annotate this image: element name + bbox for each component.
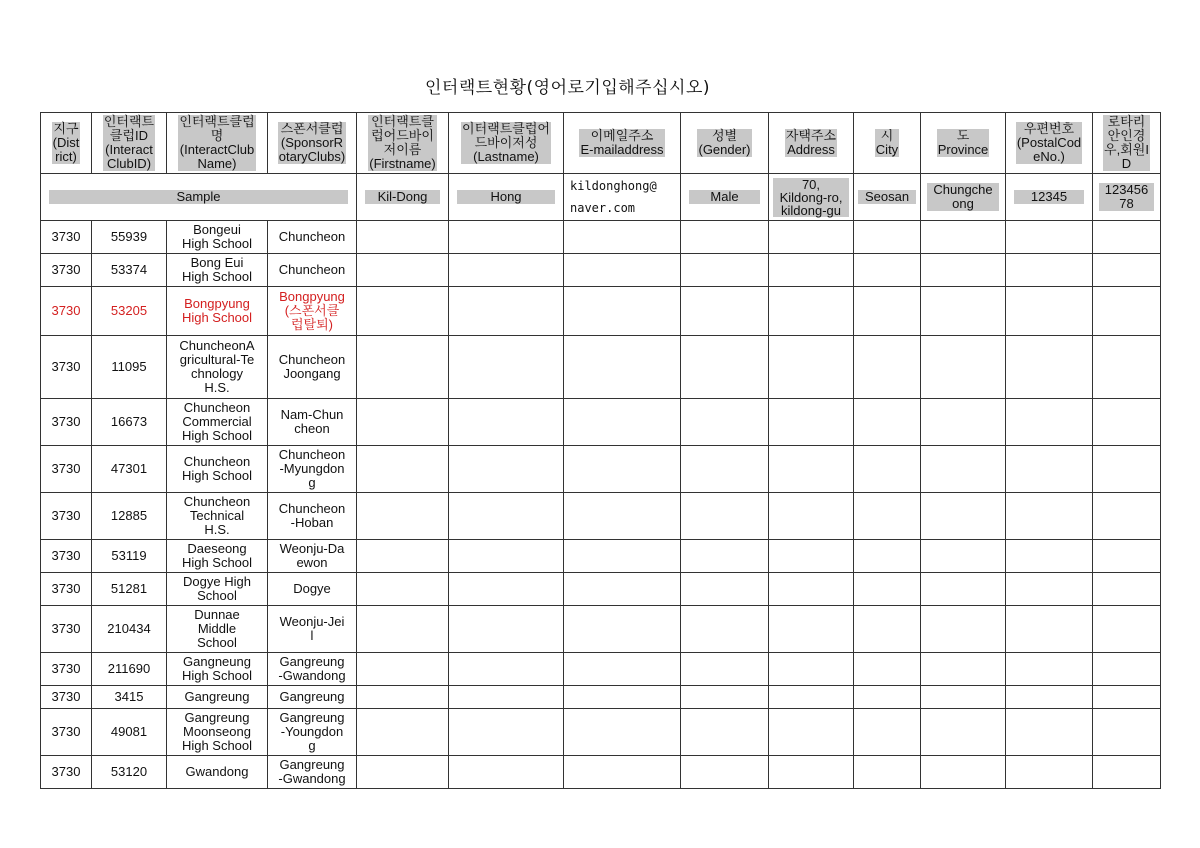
cell-district: 3730 xyxy=(41,573,92,606)
empty-cell xyxy=(921,540,1006,573)
cell-club-name: Gwandong xyxy=(167,756,268,789)
empty-cell xyxy=(1093,446,1161,493)
cell-club-id: 55939 xyxy=(92,221,167,254)
empty-cell xyxy=(681,336,769,399)
empty-cell xyxy=(921,756,1006,789)
empty-cell xyxy=(564,446,681,493)
empty-cell xyxy=(1006,493,1093,540)
empty-cell xyxy=(564,221,681,254)
empty-cell xyxy=(921,287,1006,336)
sample-member-id: 123456 78 xyxy=(1099,183,1154,211)
empty-cell xyxy=(449,399,564,446)
cell-club-id: 211690 xyxy=(92,653,167,686)
cell-district: 3730 xyxy=(41,756,92,789)
column-header-label: 시 City xyxy=(875,128,899,157)
column-header xyxy=(1093,113,1161,174)
empty-cell xyxy=(854,686,921,709)
cell-club-name: Chuncheon High School xyxy=(167,446,268,493)
empty-cell xyxy=(854,254,921,287)
empty-cell xyxy=(769,606,854,653)
sample-province: Chungche ong xyxy=(927,183,999,211)
sample-gender: Male xyxy=(689,190,760,204)
table-row xyxy=(41,287,1161,336)
table-row xyxy=(41,336,1161,399)
empty-cell xyxy=(681,493,769,540)
empty-cell xyxy=(357,686,449,709)
cell-sponsor: Gangreung -Gwandong xyxy=(268,756,357,789)
empty-cell xyxy=(854,336,921,399)
empty-cell xyxy=(1006,573,1093,606)
empty-cell xyxy=(681,446,769,493)
empty-cell xyxy=(854,221,921,254)
empty-cell xyxy=(921,493,1006,540)
empty-cell xyxy=(357,221,449,254)
empty-cell xyxy=(769,653,854,686)
empty-cell xyxy=(769,756,854,789)
cell-club-id: 210434 xyxy=(92,606,167,653)
cell-sponsor: Nam-Chun cheon xyxy=(268,399,357,446)
table-row xyxy=(41,254,1161,287)
empty-cell xyxy=(854,709,921,756)
empty-cell xyxy=(564,399,681,446)
empty-cell xyxy=(449,573,564,606)
empty-cell xyxy=(854,540,921,573)
sample-row xyxy=(41,174,1161,221)
empty-cell xyxy=(681,221,769,254)
cell-sponsor: Gangreung -Gwandong xyxy=(268,653,357,686)
empty-cell xyxy=(769,287,854,336)
column-header-label: 인터랙트 클럽ID (Interact ClubID) xyxy=(103,114,155,171)
cell-district: 3730 xyxy=(41,606,92,653)
empty-cell xyxy=(1006,446,1093,493)
empty-cell xyxy=(449,606,564,653)
empty-cell xyxy=(681,573,769,606)
empty-cell xyxy=(1006,709,1093,756)
empty-cell xyxy=(854,446,921,493)
empty-cell xyxy=(1093,399,1161,446)
empty-cell xyxy=(921,254,1006,287)
empty-cell xyxy=(1006,756,1093,789)
column-header xyxy=(769,113,854,174)
empty-cell xyxy=(1006,336,1093,399)
empty-cell xyxy=(1093,653,1161,686)
column-header-label: 인터랙트클럽 명 (InteractClub Name) xyxy=(179,114,255,171)
empty-cell xyxy=(854,653,921,686)
cell-club-name: ChuncheonA gricultural-Te chnology H.S. xyxy=(167,336,268,399)
empty-cell xyxy=(769,709,854,756)
empty-cell xyxy=(681,399,769,446)
column-header xyxy=(357,113,449,174)
empty-cell xyxy=(564,573,681,606)
empty-cell xyxy=(1006,606,1093,653)
empty-cell xyxy=(769,221,854,254)
empty-cell xyxy=(1093,756,1161,789)
empty-cell xyxy=(564,606,681,653)
empty-cell xyxy=(921,606,1006,653)
cell-sponsor: Chuncheon -Myungdon g xyxy=(268,446,357,493)
cell-club-name: Gangneung High School xyxy=(167,653,268,686)
empty-cell xyxy=(681,254,769,287)
table-row xyxy=(41,709,1161,756)
empty-cell xyxy=(769,686,854,709)
table-row xyxy=(41,446,1161,493)
cell-club-name: Bongpyung High School xyxy=(167,287,268,336)
sample-lastname: Hong xyxy=(457,190,555,204)
cell-club-id: 53205 xyxy=(92,287,167,336)
empty-cell xyxy=(921,653,1006,686)
empty-cell xyxy=(449,254,564,287)
cell-club-id: 53119 xyxy=(92,540,167,573)
empty-cell xyxy=(1093,540,1161,573)
empty-cell xyxy=(1093,686,1161,709)
cell-district: 3730 xyxy=(41,221,92,254)
column-header-label: 스폰서클럽 (SponsorR otaryClubs) xyxy=(278,121,346,164)
column-header xyxy=(921,113,1006,174)
sample-lastname-cell xyxy=(449,174,564,221)
sample-gender-cell xyxy=(681,174,769,221)
empty-cell xyxy=(564,254,681,287)
cell-sponsor: Gangreung -Youngdon g xyxy=(268,709,357,756)
empty-cell xyxy=(564,336,681,399)
cell-club-name: Bong Eui High School xyxy=(167,254,268,287)
sample-postal-cell xyxy=(1006,174,1093,221)
cell-club-id: 49081 xyxy=(92,709,167,756)
empty-cell xyxy=(769,399,854,446)
cell-sponsor: Weonju-Jei l xyxy=(268,606,357,653)
empty-cell xyxy=(1006,221,1093,254)
empty-cell xyxy=(1093,336,1161,399)
column-header xyxy=(167,113,268,174)
column-header-label: 지구 (Dist rict) xyxy=(52,121,80,164)
table-row xyxy=(41,399,1161,446)
cell-club-id: 12885 xyxy=(92,493,167,540)
cell-district: 3730 xyxy=(41,446,92,493)
cell-district: 3730 xyxy=(41,686,92,709)
cell-district: 3730 xyxy=(41,336,92,399)
column-header xyxy=(41,113,92,174)
empty-cell xyxy=(769,254,854,287)
column-header-label: 성별 (Gender) xyxy=(698,128,751,157)
empty-cell xyxy=(357,756,449,789)
table-row xyxy=(41,756,1161,789)
empty-cell xyxy=(1093,287,1161,336)
empty-cell xyxy=(357,653,449,686)
column-header-label: 이메일주소 E-mailaddress xyxy=(580,128,664,157)
column-header xyxy=(449,113,564,174)
empty-cell xyxy=(564,287,681,336)
cell-club-id: 47301 xyxy=(92,446,167,493)
empty-cell xyxy=(769,493,854,540)
cell-sponsor: Bongpyung (스폰서클 럽탈퇴) xyxy=(268,287,357,336)
empty-cell xyxy=(564,756,681,789)
cell-district: 3730 xyxy=(41,254,92,287)
empty-cell xyxy=(921,709,1006,756)
cell-club-id: 53374 xyxy=(92,254,167,287)
header-row xyxy=(41,113,1161,174)
column-header xyxy=(681,113,769,174)
empty-cell xyxy=(357,709,449,756)
empty-cell xyxy=(357,446,449,493)
empty-cell xyxy=(681,686,769,709)
empty-cell xyxy=(564,686,681,709)
cell-club-name: Daeseong High School xyxy=(167,540,268,573)
column-header-label: 로타리 안인경 우,회원I D xyxy=(1104,114,1149,171)
empty-cell xyxy=(854,493,921,540)
cell-club-id: 51281 xyxy=(92,573,167,606)
cell-sponsor: Weonju-Da ewon xyxy=(268,540,357,573)
empty-cell xyxy=(921,573,1006,606)
empty-cell xyxy=(449,446,564,493)
sample-firstname-cell xyxy=(357,174,449,221)
table-row xyxy=(41,221,1161,254)
empty-cell xyxy=(921,221,1006,254)
empty-cell xyxy=(357,254,449,287)
sample-address: 70, Kildong-ro, kildong-gu xyxy=(773,178,849,217)
empty-cell xyxy=(449,756,564,789)
sample-city: Seosan xyxy=(858,190,916,204)
column-header-label: 이터랙트클럽어 드바이저성 (Lastname) xyxy=(462,121,550,164)
empty-cell xyxy=(449,221,564,254)
empty-cell xyxy=(564,709,681,756)
column-header xyxy=(92,113,167,174)
table-row xyxy=(41,540,1161,573)
empty-cell xyxy=(921,399,1006,446)
empty-cell xyxy=(1093,606,1161,653)
empty-cell xyxy=(921,336,1006,399)
sample-label-cell xyxy=(41,174,357,221)
empty-cell xyxy=(681,287,769,336)
column-header xyxy=(564,113,681,174)
column-header xyxy=(854,113,921,174)
empty-cell xyxy=(449,686,564,709)
empty-cell xyxy=(449,287,564,336)
empty-cell xyxy=(1006,287,1093,336)
column-header-label: 인터랙트클 럽어드바이 저이름 (Firstname) xyxy=(369,114,436,171)
page-title: 인터랙트현황(영어로기입해주십시오) xyxy=(424,78,711,98)
table-row xyxy=(41,493,1161,540)
empty-cell xyxy=(1093,709,1161,756)
cell-sponsor: Dogye xyxy=(268,573,357,606)
cell-sponsor: Gangreung xyxy=(268,686,357,709)
empty-cell xyxy=(854,756,921,789)
column-header-label: 도 Province xyxy=(937,128,989,157)
empty-cell xyxy=(357,336,449,399)
empty-cell xyxy=(1093,254,1161,287)
cell-sponsor: Chuncheon xyxy=(268,221,357,254)
empty-cell xyxy=(357,287,449,336)
cell-club-name: Gangreung xyxy=(167,686,268,709)
empty-cell xyxy=(449,540,564,573)
empty-cell xyxy=(681,756,769,789)
empty-cell xyxy=(1006,686,1093,709)
cell-club-id: 11095 xyxy=(92,336,167,399)
empty-cell xyxy=(449,493,564,540)
cell-sponsor: Chuncheon -Hoban xyxy=(268,493,357,540)
sample-firstname: Kil-Dong xyxy=(365,190,440,204)
empty-cell xyxy=(681,653,769,686)
sample-label: Sample xyxy=(49,190,348,204)
empty-cell xyxy=(1093,493,1161,540)
empty-cell xyxy=(564,653,681,686)
empty-cell xyxy=(681,540,769,573)
empty-cell xyxy=(921,686,1006,709)
empty-cell xyxy=(1006,399,1093,446)
empty-cell xyxy=(1006,653,1093,686)
cell-club-name: Gangreung Moonseong High School xyxy=(167,709,268,756)
empty-cell xyxy=(1093,573,1161,606)
cell-club-id: 3415 xyxy=(92,686,167,709)
interact-status-table xyxy=(40,112,1161,789)
cell-district: 3730 xyxy=(41,540,92,573)
empty-cell xyxy=(1093,221,1161,254)
sample-postal: 12345 xyxy=(1014,190,1084,204)
empty-cell xyxy=(564,493,681,540)
empty-cell xyxy=(357,493,449,540)
empty-cell xyxy=(854,287,921,336)
empty-cell xyxy=(1006,540,1093,573)
cell-club-name: Dunnae Middle School xyxy=(167,606,268,653)
empty-cell xyxy=(357,540,449,573)
empty-cell xyxy=(357,573,449,606)
sample-city-cell xyxy=(854,174,921,221)
empty-cell xyxy=(357,399,449,446)
empty-cell xyxy=(357,606,449,653)
cell-district: 3730 xyxy=(41,653,92,686)
cell-sponsor: Chuncheon xyxy=(268,254,357,287)
empty-cell xyxy=(564,540,681,573)
empty-cell xyxy=(449,336,564,399)
cell-club-name: Bongeui High School xyxy=(167,221,268,254)
empty-cell xyxy=(769,573,854,606)
sample-member-id-cell xyxy=(1093,174,1161,221)
table-row xyxy=(41,653,1161,686)
empty-cell xyxy=(921,446,1006,493)
cell-club-id: 53120 xyxy=(92,756,167,789)
empty-cell xyxy=(854,606,921,653)
cell-club-name: Dogye High School xyxy=(167,573,268,606)
column-header xyxy=(268,113,357,174)
cell-club-id: 16673 xyxy=(92,399,167,446)
cell-district: 3730 xyxy=(41,287,92,336)
table-row xyxy=(41,573,1161,606)
cell-district: 3730 xyxy=(41,493,92,540)
empty-cell xyxy=(449,709,564,756)
column-header-label: 자택주소 Address xyxy=(785,128,837,157)
empty-cell xyxy=(1006,254,1093,287)
table-row xyxy=(41,686,1161,709)
empty-cell xyxy=(854,399,921,446)
empty-cell xyxy=(769,446,854,493)
empty-cell xyxy=(681,606,769,653)
cell-district: 3730 xyxy=(41,399,92,446)
empty-cell xyxy=(449,653,564,686)
cell-club-name: Chuncheon Commercial High School xyxy=(167,399,268,446)
cell-club-name: Chuncheon Technical H.S. xyxy=(167,493,268,540)
sample-province-cell xyxy=(921,174,1006,221)
empty-cell xyxy=(854,573,921,606)
table-row xyxy=(41,606,1161,653)
empty-cell xyxy=(769,336,854,399)
column-header-label: 우편번호 (PostalCod eNo.) xyxy=(1016,121,1082,164)
cell-district: 3730 xyxy=(41,709,92,756)
empty-cell xyxy=(681,709,769,756)
empty-cell xyxy=(769,540,854,573)
cell-sponsor: Chuncheon Joongang xyxy=(268,336,357,399)
sample-email: kildonghong@ naver.com xyxy=(564,174,681,221)
column-header xyxy=(1006,113,1093,174)
sample-address-cell xyxy=(769,174,854,221)
